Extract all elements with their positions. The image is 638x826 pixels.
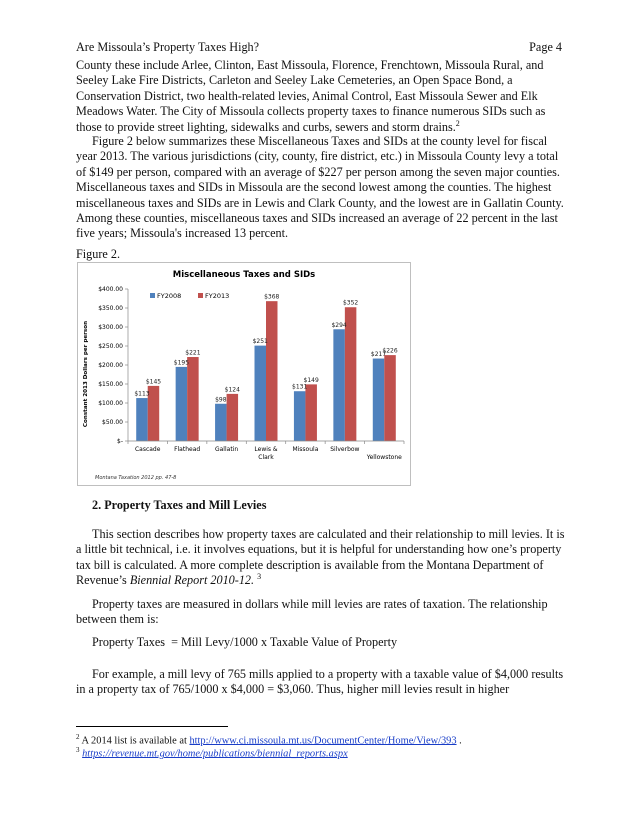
paragraph-county-levies: County these include Arlee, Clinton, East Missoula, Florence, Frenchtown, Missoula Rural, and Seeley Lake Fire Districts, Carleton and Seeley Lake Cemeteries, an Open Space Bond, a Conservation District, two health-related levies, Animal Control, East Missoula Sewer and Elk Meadows Water. The City of Missoula collects property taxes to finance numerous SIDs such as those to provide street lighting, sidewalks and curbs, sewers and storm drains.$^2$: [76, 58, 546, 134]
y-tick-label: $150.00: [98, 381, 123, 388]
y-tick-label: $350.00: [98, 305, 123, 312]
bar-value-label: $113: [134, 390, 150, 398]
page-number: Page 4: [529, 40, 562, 54]
bar-fy2008: [333, 329, 345, 441]
footnote-3: [76, 744, 348, 760]
footnote-separator: [76, 726, 228, 727]
bar-value-label: $98: [215, 396, 227, 404]
bar-fy2013: [227, 394, 239, 441]
chart-source-note: Montana Taxation 2012 pp. 47-8: [95, 475, 177, 481]
x-tick-label: Gallatin: [214, 446, 239, 453]
x-tick-label: Clark: [258, 454, 274, 461]
document-title: Are Missoula’s Property Taxes High?: [76, 40, 260, 54]
footnote-3-link[interactable]: https://revenue.mt.gov/home/publications/biennial_reports.aspx: [82, 748, 348, 760]
footnote-2: $^2$ A 2014 list is available at http://www.ci.missoula.mt.us/DocumentCenter/Home/View/393 .: [76, 733, 462, 747]
legend-swatch-fy2013: [198, 293, 203, 298]
legend-label-fy2008: FY2008: [157, 292, 182, 300]
legend-label-fy2013: FY2013: [205, 292, 230, 300]
bar-value-label: $368: [264, 293, 280, 301]
x-tick-label: Yellowstone: [366, 454, 402, 461]
bar-value-label: $131: [292, 383, 308, 391]
bar-fy2008: [255, 346, 267, 441]
y-tick-label: $300.00: [98, 324, 123, 331]
footnote-ref-2[interactable]: 2: [455, 118, 460, 128]
bar-fy2013: [187, 357, 199, 441]
paragraph-mill-levy-relationship: Property taxes are measured in dollars while mill levies are rates of taxation. The relationship between them is:: [76, 597, 548, 627]
bar-value-label: $251: [252, 338, 268, 346]
bar-value-label: $149: [303, 376, 319, 384]
bar-fy2013: [266, 301, 278, 441]
bar-fy2008: [176, 367, 188, 441]
bar-value-label: $195: [173, 359, 190, 367]
y-tick-label: $50.00: [102, 419, 123, 426]
bar-value-label: $217: [370, 351, 387, 359]
footnote-2-number: 2: [76, 733, 80, 741]
page-header: [76, 40, 562, 55]
bar-fy2008: [294, 391, 306, 441]
bar-fy2008: [136, 398, 148, 441]
paragraph-figure-summary: Figure 2 below summarizes these Miscellaneous Taxes and SIDs at the county level for fiscal year 2013. The various jurisdictions (city, county, fire district, etc.) in Missoula County levy a total of $149 per person, compared with an average of $227 per person among the seven major counties. Miscellaneous taxes and SIDs in Missoula are the second lowest among the counties. The highest miscellaneous taxes and SIDs are in Lewis and Clark County, and the lowest are in Gallatin County. Among these counties, miscellaneous taxes and SIDs increased an average of 22 percent in the last five years; Missoula's increased 13 percent.: [76, 134, 564, 241]
bar-fy2013: [384, 355, 396, 441]
y-tick-label: $400.00: [98, 286, 123, 293]
bar-value-label: $124: [224, 386, 240, 394]
bar-value-label: $352: [342, 299, 359, 307]
chart-title: Miscellaneous Taxes and SIDs: [172, 270, 316, 280]
figure-2-chart: [77, 262, 411, 486]
y-tick-label: $-: [117, 438, 123, 445]
section-heading: 2. Property Taxes and Mill Levies: [92, 498, 267, 512]
bar-fy2008: [215, 404, 227, 441]
figure-label: Figure 2.: [76, 247, 121, 261]
paragraph-section-intro: This section describes how property taxes are calculated and their relationship to mill levies. It is a little bit technical, i.e. it involves equations, but it is helpful for understanding how one’s property tax bill is calculated. A more complete description is available from the Montana Department of Revenue’s Biennial Report 2010-12. $^3$: [76, 527, 565, 588]
bar-value-label: $294: [331, 321, 347, 329]
x-tick-label: Silverbow: [330, 446, 360, 453]
x-tick-label: Cascade: [134, 446, 161, 453]
footnote-ref-3[interactable]: 3: [257, 572, 262, 582]
property-tax-formula: Property Taxes = Mill Levy/1000 x Taxable Value of Property: [92, 635, 398, 649]
bar-value-label: $221: [185, 349, 201, 357]
chart-y-axis-label: Constant 2013 Dollars per person: [83, 320, 89, 428]
bar-value-label: $145: [145, 378, 162, 386]
bar-value-label: $226: [382, 347, 398, 355]
biennial-report-title: Biennial Report 2010-12.: [129, 573, 255, 588]
bar-chart-svg: [78, 263, 410, 485]
bar-fy2013: [305, 384, 317, 441]
x-tick-label: Missoula: [292, 446, 319, 453]
x-tick-label: Lewis &: [254, 446, 278, 453]
x-tick-label: Flathead: [174, 446, 201, 453]
x-axis: [128, 441, 404, 461]
y-tick-label: $250.00: [98, 343, 123, 350]
y-tick-label: $100.00: [98, 400, 123, 407]
y-axis: [98, 286, 128, 445]
paragraph-example: For example, a mill levy of 765 mills applied to a property with a taxable value of $4,000 results in a property tax of 765/1000 x $4,000 = $3,060. Thus, higher mill levies result in higher: [76, 667, 564, 697]
bar-fy2008: [373, 359, 385, 441]
footnote-3-number: 3: [76, 746, 80, 754]
bar-series: [136, 301, 396, 441]
legend-swatch-fy2008: [150, 293, 155, 298]
footnote-2-link[interactable]: http://www.ci.missoula.mt.us/DocumentCenter/Home/View/393: [189, 735, 457, 747]
chart-legend: [150, 292, 229, 300]
y-tick-label: $200.00: [98, 362, 123, 369]
